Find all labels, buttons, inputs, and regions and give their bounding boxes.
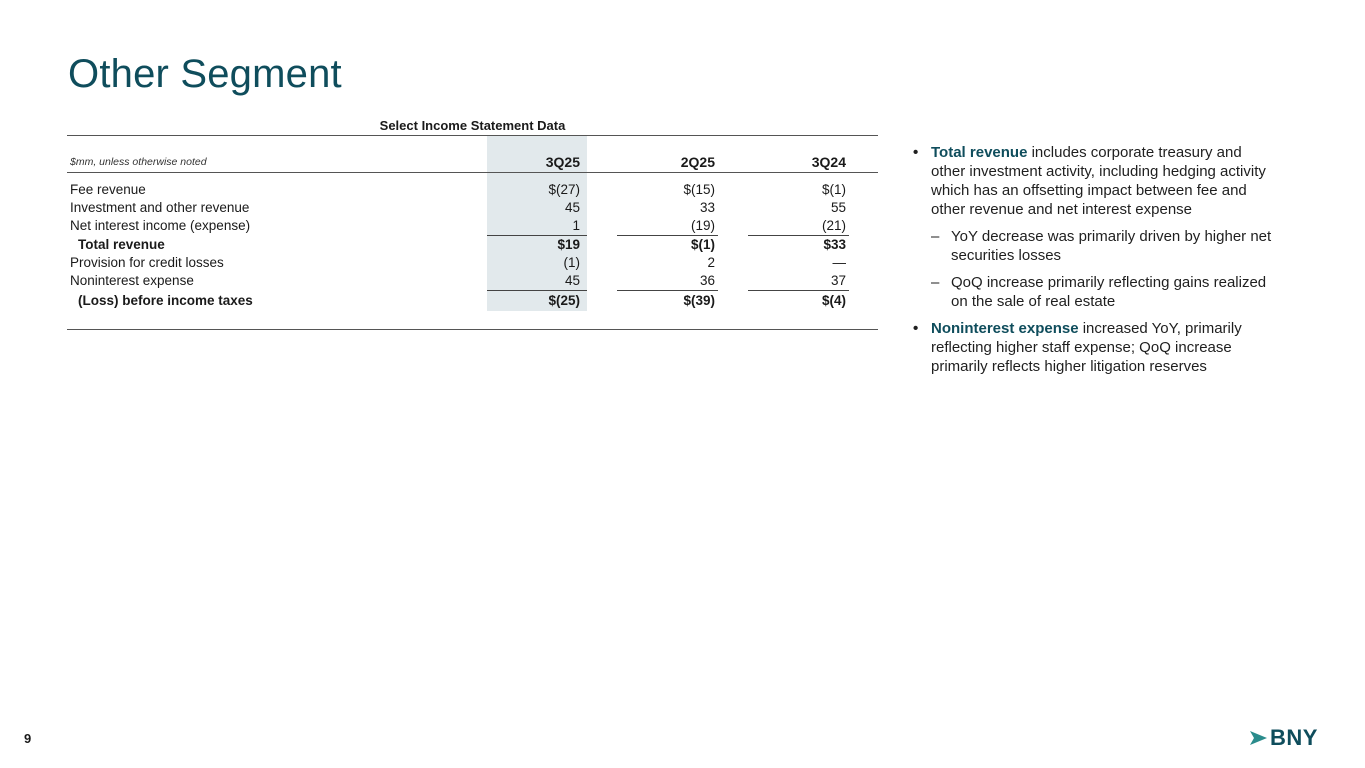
cell-value: (1) [487,254,587,272]
bullet-noninterest-expense [913,319,1273,376]
cell-value: $33 [748,236,849,255]
bullet-text: increased YoY, primarily reflecting higher staff expense; QoQ increase primarily reflects higher litigation reserves [931,320,1242,375]
dash-icon: – [931,274,940,291]
bullet-key-term: Noninterest expense [931,320,1079,337]
slide-title: Other Segment [68,52,342,96]
cell-value: 45 [487,272,587,291]
dash-icon: – [931,228,940,245]
table-row [67,181,878,199]
income-statement-table [67,136,878,329]
cell-value: 55 [830,200,846,215]
row-label: Fee revenue [70,182,146,197]
row-label: Total revenue [78,236,165,252]
cell-value: (21) [821,218,846,233]
table-bottom-rule [67,329,878,330]
arrow-chevron-icon [1249,729,1269,747]
row-label: Investment and other revenue [70,200,250,215]
cell-value: 33 [699,200,715,215]
cell-value: $(25) [487,291,587,312]
bny-logo [1249,727,1318,749]
cell-value: (19) [690,218,715,233]
table-row-loss-before-taxes [67,291,878,312]
cell-value: $(15) [683,182,715,197]
table-row [67,217,878,236]
table-row-total-revenue [67,236,878,255]
sub-bullet-text: YoY decrease was primarily driven by higher net securities losses [951,228,1272,264]
cell-value: 37 [830,273,846,288]
column-header-3q24: 3Q24 [811,154,846,170]
row-label: (Loss) before income taxes [78,292,253,308]
cell-value: 2 [707,255,715,270]
cell-value: 1 [487,217,587,236]
bullet-dot-icon: • [913,144,919,161]
table-row [67,199,878,217]
sub-bullet-qoq [913,273,1273,311]
table-row [67,272,878,291]
logo-wordmark: BNY [1270,725,1318,750]
bullet-total-revenue [913,143,1273,219]
sub-bullet-yoy [913,227,1273,265]
cell-value: — [832,255,846,270]
bullet-key-term: Total revenue [931,144,1028,161]
bullet-dot-icon: • [913,320,919,337]
bullet-text: includes corporate treasury and other investment activity, including hedging activity which has an offsetting impact between fee and other revenue and net interest expense [931,144,1266,218]
cell-value: 45 [487,199,587,217]
cell-value: $19 [487,236,587,255]
column-header-3q25: 3Q25 [487,136,587,173]
row-label: Provision for credit losses [70,255,224,270]
cell-value: $(1) [617,236,718,255]
cell-value: 36 [699,273,715,288]
units-note: $mm, unless otherwise noted [70,156,207,168]
cell-value: $(1) [821,182,846,197]
cell-value: $(39) [617,291,718,312]
cell-value: $(4) [748,291,849,312]
table-row [67,254,878,272]
column-header-2q25: 2Q25 [680,154,715,170]
row-label: Noninterest expense [70,273,194,289]
sub-bullet-text: QoQ increase primarily reflecting gains realized on the sale of real estate [951,274,1267,310]
page-number: 9 [24,731,32,746]
table-title: Select Income Statement Data [379,118,566,133]
commentary [913,143,1273,384]
table-header-row [67,136,878,173]
cell-value: $(27) [487,181,587,199]
income-statement-table-section [67,117,878,330]
row-label: Net interest income (expense) [70,218,251,234]
